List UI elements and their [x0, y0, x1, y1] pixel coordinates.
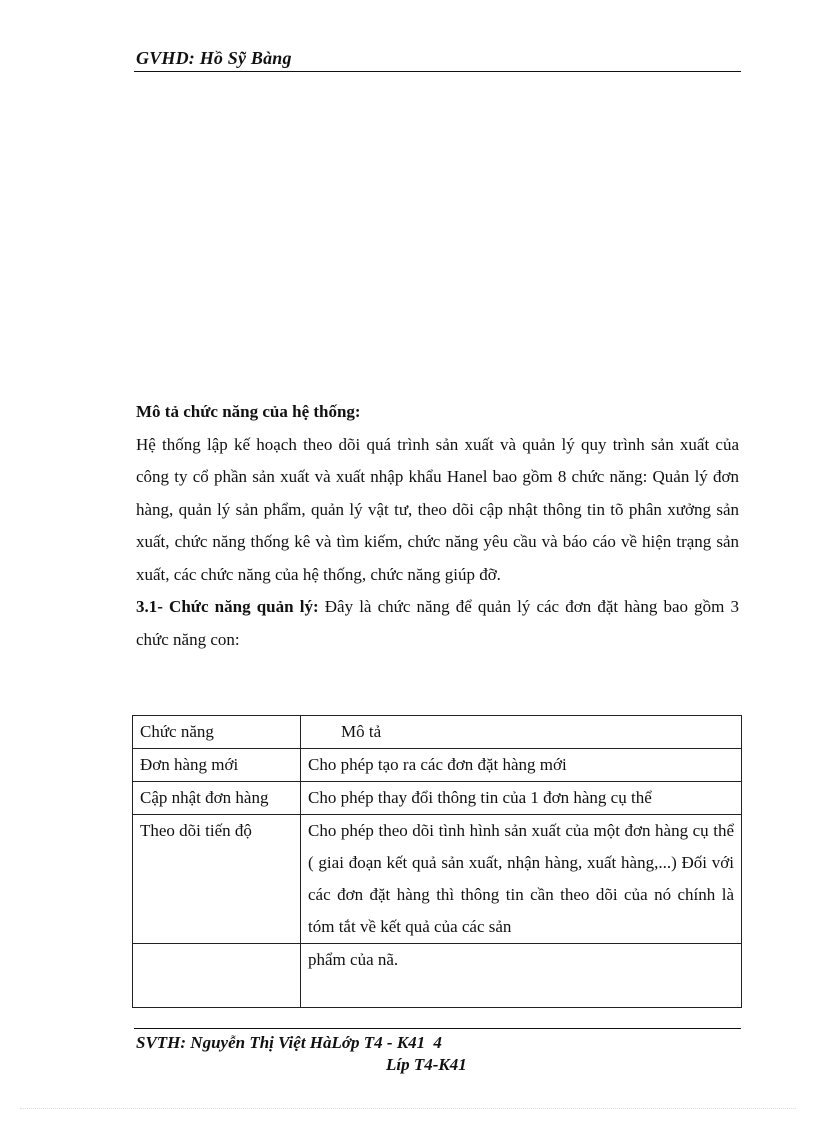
footer-rule — [134, 1028, 741, 1029]
header-rule — [134, 71, 741, 72]
page-number: 4 — [433, 1033, 442, 1052]
function-table — [132, 715, 742, 1008]
footer-class: Líp T4-K41 — [386, 1055, 467, 1074]
table-row — [133, 782, 742, 815]
footer-student — [136, 1033, 442, 1053]
table-row — [133, 944, 742, 1008]
table-header-description: Mô tả — [301, 716, 742, 749]
table-row — [133, 749, 742, 782]
table-cell-description: Cho phép tạo ra các đơn đặt hàng mới — [301, 749, 742, 782]
table-cell-function: Đơn hàng mới — [133, 749, 301, 782]
table-header-function: Chức năng — [133, 716, 301, 749]
table-header-row — [133, 716, 742, 749]
table-cell-function — [133, 944, 301, 1008]
table-cell-description: phẩm của nã. — [301, 944, 742, 1008]
footer-student-text: SVTH: Nguyễn Thị Việt HàLớp T4 - K41 — [136, 1033, 426, 1052]
table-cell-function: Theo dõi tiến độ — [133, 815, 301, 944]
table-row — [133, 815, 742, 944]
subsection-lead: 3.1- Chức năng quản lý: — [136, 597, 319, 616]
subsection-text: Đây là chức năng để quản lý các đơn đặt hàng bao gồm 3 chức năng con: — [136, 597, 740, 649]
header-supervisor: GVHD: Hồ Sỹ Bàng — [136, 48, 292, 68]
page-edge — [20, 1108, 796, 1109]
table-cell-function: Cập nhật đơn hàng — [133, 782, 301, 815]
body-content — [136, 396, 739, 656]
section-title: Mô tả chức năng của hệ thống: — [136, 402, 361, 421]
subsection-paragraph — [136, 591, 739, 656]
table-cell-description: Cho phép theo dõi tình hình sản xuất của một đơn hàng cụ thể ( giai đoạn kết quả sản xuất, nhận hàng, xuất hàng,...) Đối với các đơn đặt hàng thì thông tin cần theo dõi của nó chính là tóm tắt về kết quả của các sản — [301, 815, 742, 944]
description-paragraph: Hệ thống lập kế hoạch theo dõi quá trình sản xuất và quản lý quy trình sản xuất của công ty cổ phần sản xuất và xuất nhập khẩu Hanel bao gồm 8 chức năng: Quản lý đơn hàng, quản lý sản phẩm, quản lý vật tư, theo dõi cập nhật thông tin tõ phân xưởng sản xuất, chức năng thống kê và tìm kiếm, chức năng yêu cầu và báo cáo về hiện trạng sản xuất, các chức năng của hệ thống, chức năng giúp đỡ. — [136, 434, 739, 584]
table-cell-description: Cho phép thay đổi thông tin của 1 đơn hàng cụ thể — [301, 782, 742, 815]
